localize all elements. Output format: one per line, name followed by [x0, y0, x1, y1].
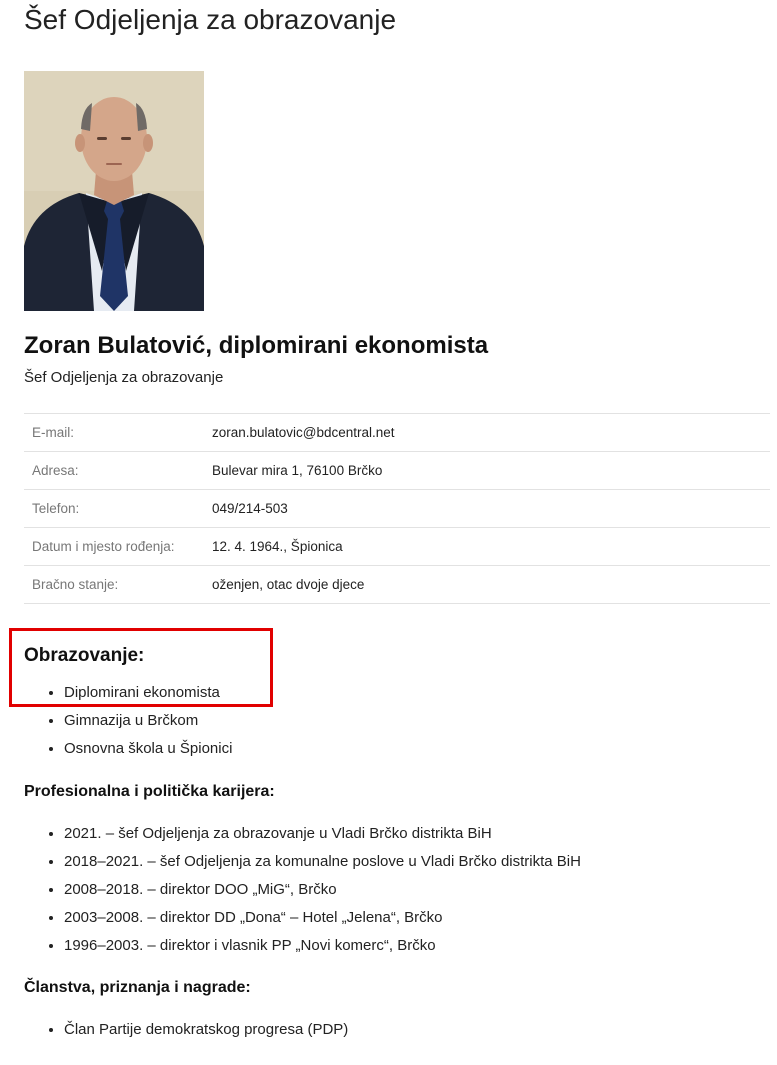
info-row-address — [24, 452, 770, 490]
birth-value: 12. 4. 1964., Špionica — [212, 528, 770, 566]
career-heading: Profesionalna i politička karijera: — [24, 783, 275, 800]
email-value: zoran.bulatovic@bdcentral.net — [212, 414, 770, 452]
list-item: • Gimnazija u Brčkom — [64, 707, 232, 735]
membership-list — [24, 1016, 348, 1044]
list-item: • Diplomirani ekonomista — [64, 679, 232, 707]
info-row-email — [24, 414, 770, 452]
list-item: • 2018–2021. – šef Odjeljenja za komunalne poslove u Vladi Brčko distrikta BiH — [64, 848, 581, 876]
list-item: • 2021. – šef Odjeljenja za obrazovanje u Vladi Brčko distrikta BiH — [64, 820, 581, 848]
profile-photo — [24, 71, 204, 311]
list-item: • Osnovna škola u Špionici — [64, 735, 232, 763]
info-label: Adresa: — [24, 452, 212, 490]
education-heading: Obrazovanje: — [24, 645, 145, 666]
list-item: • Član Partije demokratskog progresa (PDP) — [64, 1016, 348, 1044]
page-title: Šef Odjeljenja za obrazovanje — [24, 4, 397, 35]
info-label: Bračno stanje: — [24, 566, 212, 604]
list-item: • 2008–2018. – direktor DOO „MiG“, Brčko — [64, 876, 581, 904]
marital-status-value: oženjen, otac dvoje djece — [212, 566, 770, 604]
info-label: Datum i mjesto rođenja: — [24, 528, 212, 566]
list-item: • 2003–2008. – direktor DD „Dona“ – Hotel „Jelena“, Brčko — [64, 904, 581, 932]
person-name: Zoran Bulatović, diplomirani ekonomista — [24, 332, 489, 359]
info-row-birth — [24, 528, 770, 566]
address-value: Bulevar mira 1, 76100 Brčko — [212, 452, 770, 490]
profile-photo-graphic — [24, 71, 204, 311]
membership-heading: Članstva, priznanja i nagrade: — [24, 979, 251, 996]
person-position: Šef Odjeljenja za obrazovanje — [24, 369, 224, 386]
info-row-marital — [24, 566, 770, 604]
info-label: Telefon: — [24, 490, 212, 528]
education-list — [24, 679, 232, 763]
list-item: • 1996–2003. – direktor i vlasnik PP „Novi komerc“, Brčko — [64, 932, 581, 960]
career-list — [24, 820, 581, 960]
info-label: E-mail: — [24, 414, 212, 452]
info-row-phone — [24, 490, 770, 528]
contact-info-table — [24, 413, 770, 604]
phone-value: 049/214-503 — [212, 490, 770, 528]
